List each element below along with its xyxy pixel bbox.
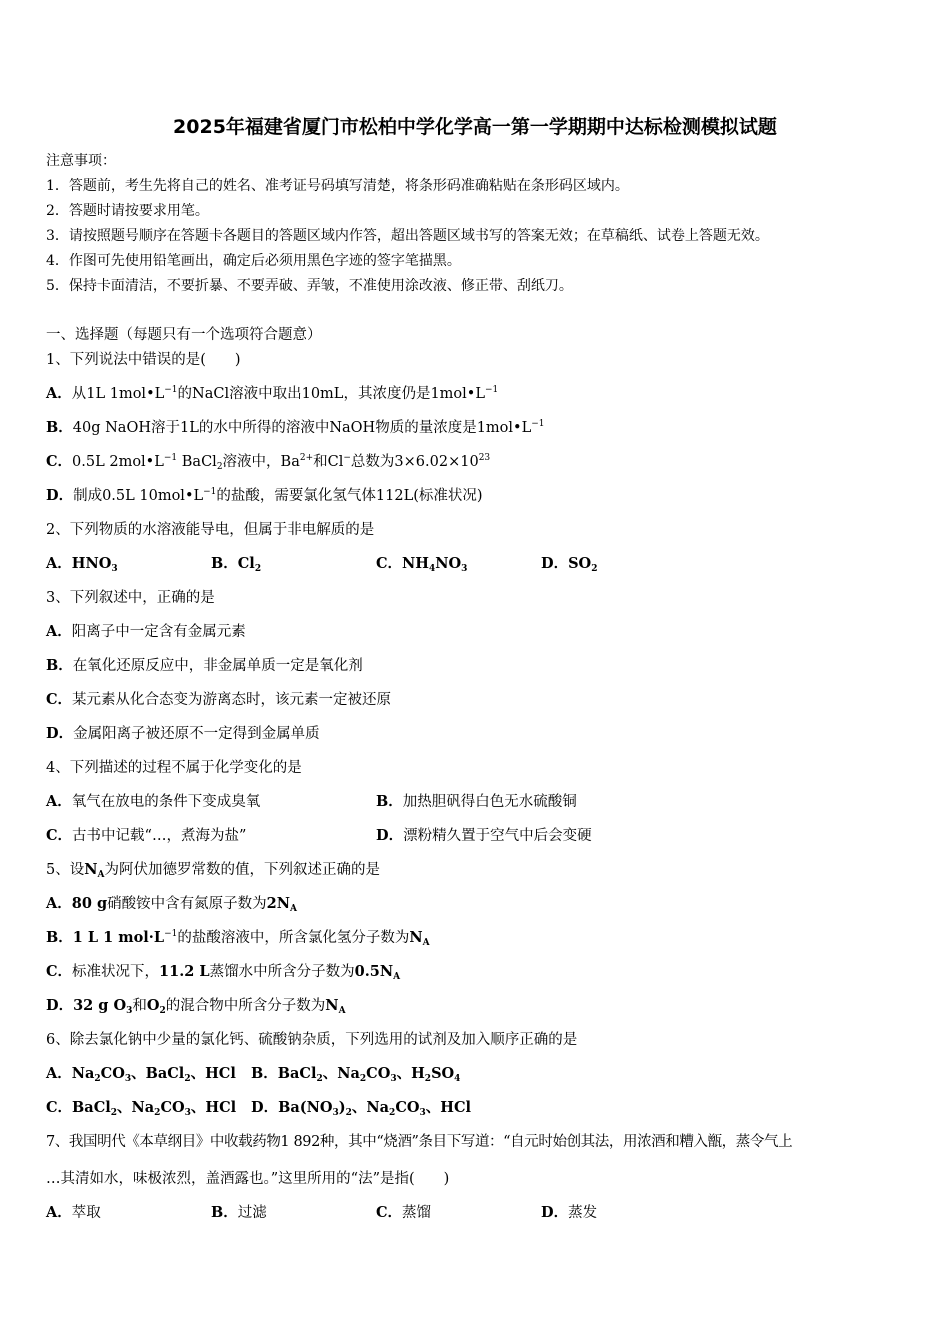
question-1-option-b: B．40g NaOH溶于1L的水中所得的溶液中NaOH物质的量浓度是$1mol•L^{-1}$ (46, 419, 545, 436)
question-4-option-b: B．加热胆矾得白色无水硫酸铜 (376, 793, 577, 810)
question-7-option-a: A．萃取 (46, 1204, 101, 1221)
question-7-option-b: B．过滤 (211, 1204, 267, 1221)
question-1-option-d: D．制成0.5L $10mol•L^{-1}$的盐酸，需要氯化氢气体112L(标准状况) (46, 487, 483, 504)
section-heading: 一、选择题（每题只有一个选项符合题意） (46, 327, 322, 343)
question-7-option-c: C．蒸馏 (376, 1204, 432, 1221)
notice-item-4: 4．作图可先使用铅笔画出，确定后必须用黑色字迹的签字笔描黑。 (46, 253, 461, 269)
question-5-option-b: B．1 L 1 $mol\cdot L^{-1}$的盐酸溶液中，所含氯化氢分子数为$N_A$ (46, 929, 430, 948)
question-7-option-d: D．蒸发 (541, 1204, 598, 1221)
question-7-stem-line-1: 7、我国明代《本草纲目》中收载药物1 892种，其中“烧酒”条目下写道：“自元时始创其法，用浓酒和糟入甑，蒸令气上 (46, 1134, 793, 1150)
question-2-option-d: D．$SO_2$ (541, 555, 598, 574)
question-5-option-d: D．32 g $O_3$和$O_2$的混合物中所含分子数为$N_A$ (46, 997, 346, 1016)
question-5-option-a: A．80 g硝酸铵中含有氮原子数为$2N_A$ (46, 895, 297, 914)
question-5-stem: 5、设$N_A$为阿伏加德罗常数的值，下列叙述正确的是 (46, 861, 380, 880)
question-6-option-a: A．$Na_2CO_3$、BaCl$_2$、HCl (46, 1065, 236, 1084)
question-5-option-c: C．标准状况下，11.2 L蒸馏水中所含分子数为$0.5N_A$ (46, 963, 401, 982)
notice-item-5: 5．保持卡面清洁，不要折暴、不要弄破、弄皱，不准使用涂改液、修正带、刮纸刀。 (46, 278, 573, 294)
page-title: 2025年福建省厦门市松柏中学化学高一第一学期期中达标检测模拟试题 (173, 116, 777, 138)
question-3-option-c: C．某元素从化合态变为游离态时，该元素一定被还原 (46, 691, 392, 708)
question-7-stem-line-2: …其清如水，味极浓烈，盖酒露也。”这里所用的“法”是指( ) (46, 1171, 450, 1187)
question-4-option-d: D．漂粉精久置于空气中后会变硬 (376, 827, 592, 844)
question-4-option-c: C．古书中记载“…，煮海为盐” (46, 827, 247, 844)
question-6-stem: 6、除去氯化钠中少量的氯化钙、硫酸钠杂质，下列选用的试剂及加入顺序正确的是 (46, 1032, 578, 1048)
question-6-option-c: C．BaCl$_2$、$Na_2CO_3$、HCl (46, 1099, 237, 1118)
question-3-stem: 3、下列叙述中，正确的是 (46, 590, 215, 606)
notice-item-2: 2．答题时请按要求用笔。 (46, 203, 209, 219)
question-4-option-a: A．氧气在放电的条件下变成臭氧 (46, 793, 261, 810)
question-2-option-b: B．$Cl_2$ (211, 555, 262, 574)
notice-item-1: 1．答题前，考生先将自己的姓名、准考证号码填写清楚，将条形码准确粘贴在条形码区域内。 (46, 178, 629, 194)
question-6-option-b: B．BaCl$_2$、$Na_2CO_3$、$H_2SO_4$ (251, 1065, 461, 1084)
question-4-stem: 4、下列描述的过程不属于化学变化的是 (46, 760, 302, 776)
notice-item-3: 3．请按照题号顺序在答题卡各题目的答题区域内作答，超出答题区域书写的答案无效；在草稿纸、试卷上答题无效。 (46, 228, 769, 244)
question-3-option-a: A．阳离子中一定含有金属元素 (46, 623, 246, 640)
question-1-option-c: C．0.5L $2mol•L^{-1}$ BaCl$_2$溶液中，$Ba^{2+}$和Cl−总数为$3\times 6.02\times 10^{23}$ (46, 453, 491, 472)
question-1-option-a: A．从1L $1mol•L^{-1}$的NaCl溶液中取出10mL，其浓度仍是$1mol•L^{-1}$ (46, 385, 499, 402)
question-2-option-a: A．$HNO_3$ (46, 555, 118, 574)
notice-heading: 注意事项： (46, 153, 116, 169)
question-3-option-d: D．金属阳离子被还原不一定得到金属单质 (46, 725, 320, 742)
question-2-stem: 2、下列物质的水溶液能导电，但属于非电解质的是 (46, 522, 375, 538)
question-2-option-c: C．$NH_4NO_3$ (376, 555, 468, 574)
question-1-stem: 1、下列说法中错误的是( ) (46, 352, 241, 368)
question-6-option-d: D．$Ba(NO_3)_2$、$Na_2CO_3$、HCl (251, 1099, 471, 1118)
question-3-option-b: B．在氧化还原反应中，非金属单质一定是氧化剂 (46, 657, 363, 674)
